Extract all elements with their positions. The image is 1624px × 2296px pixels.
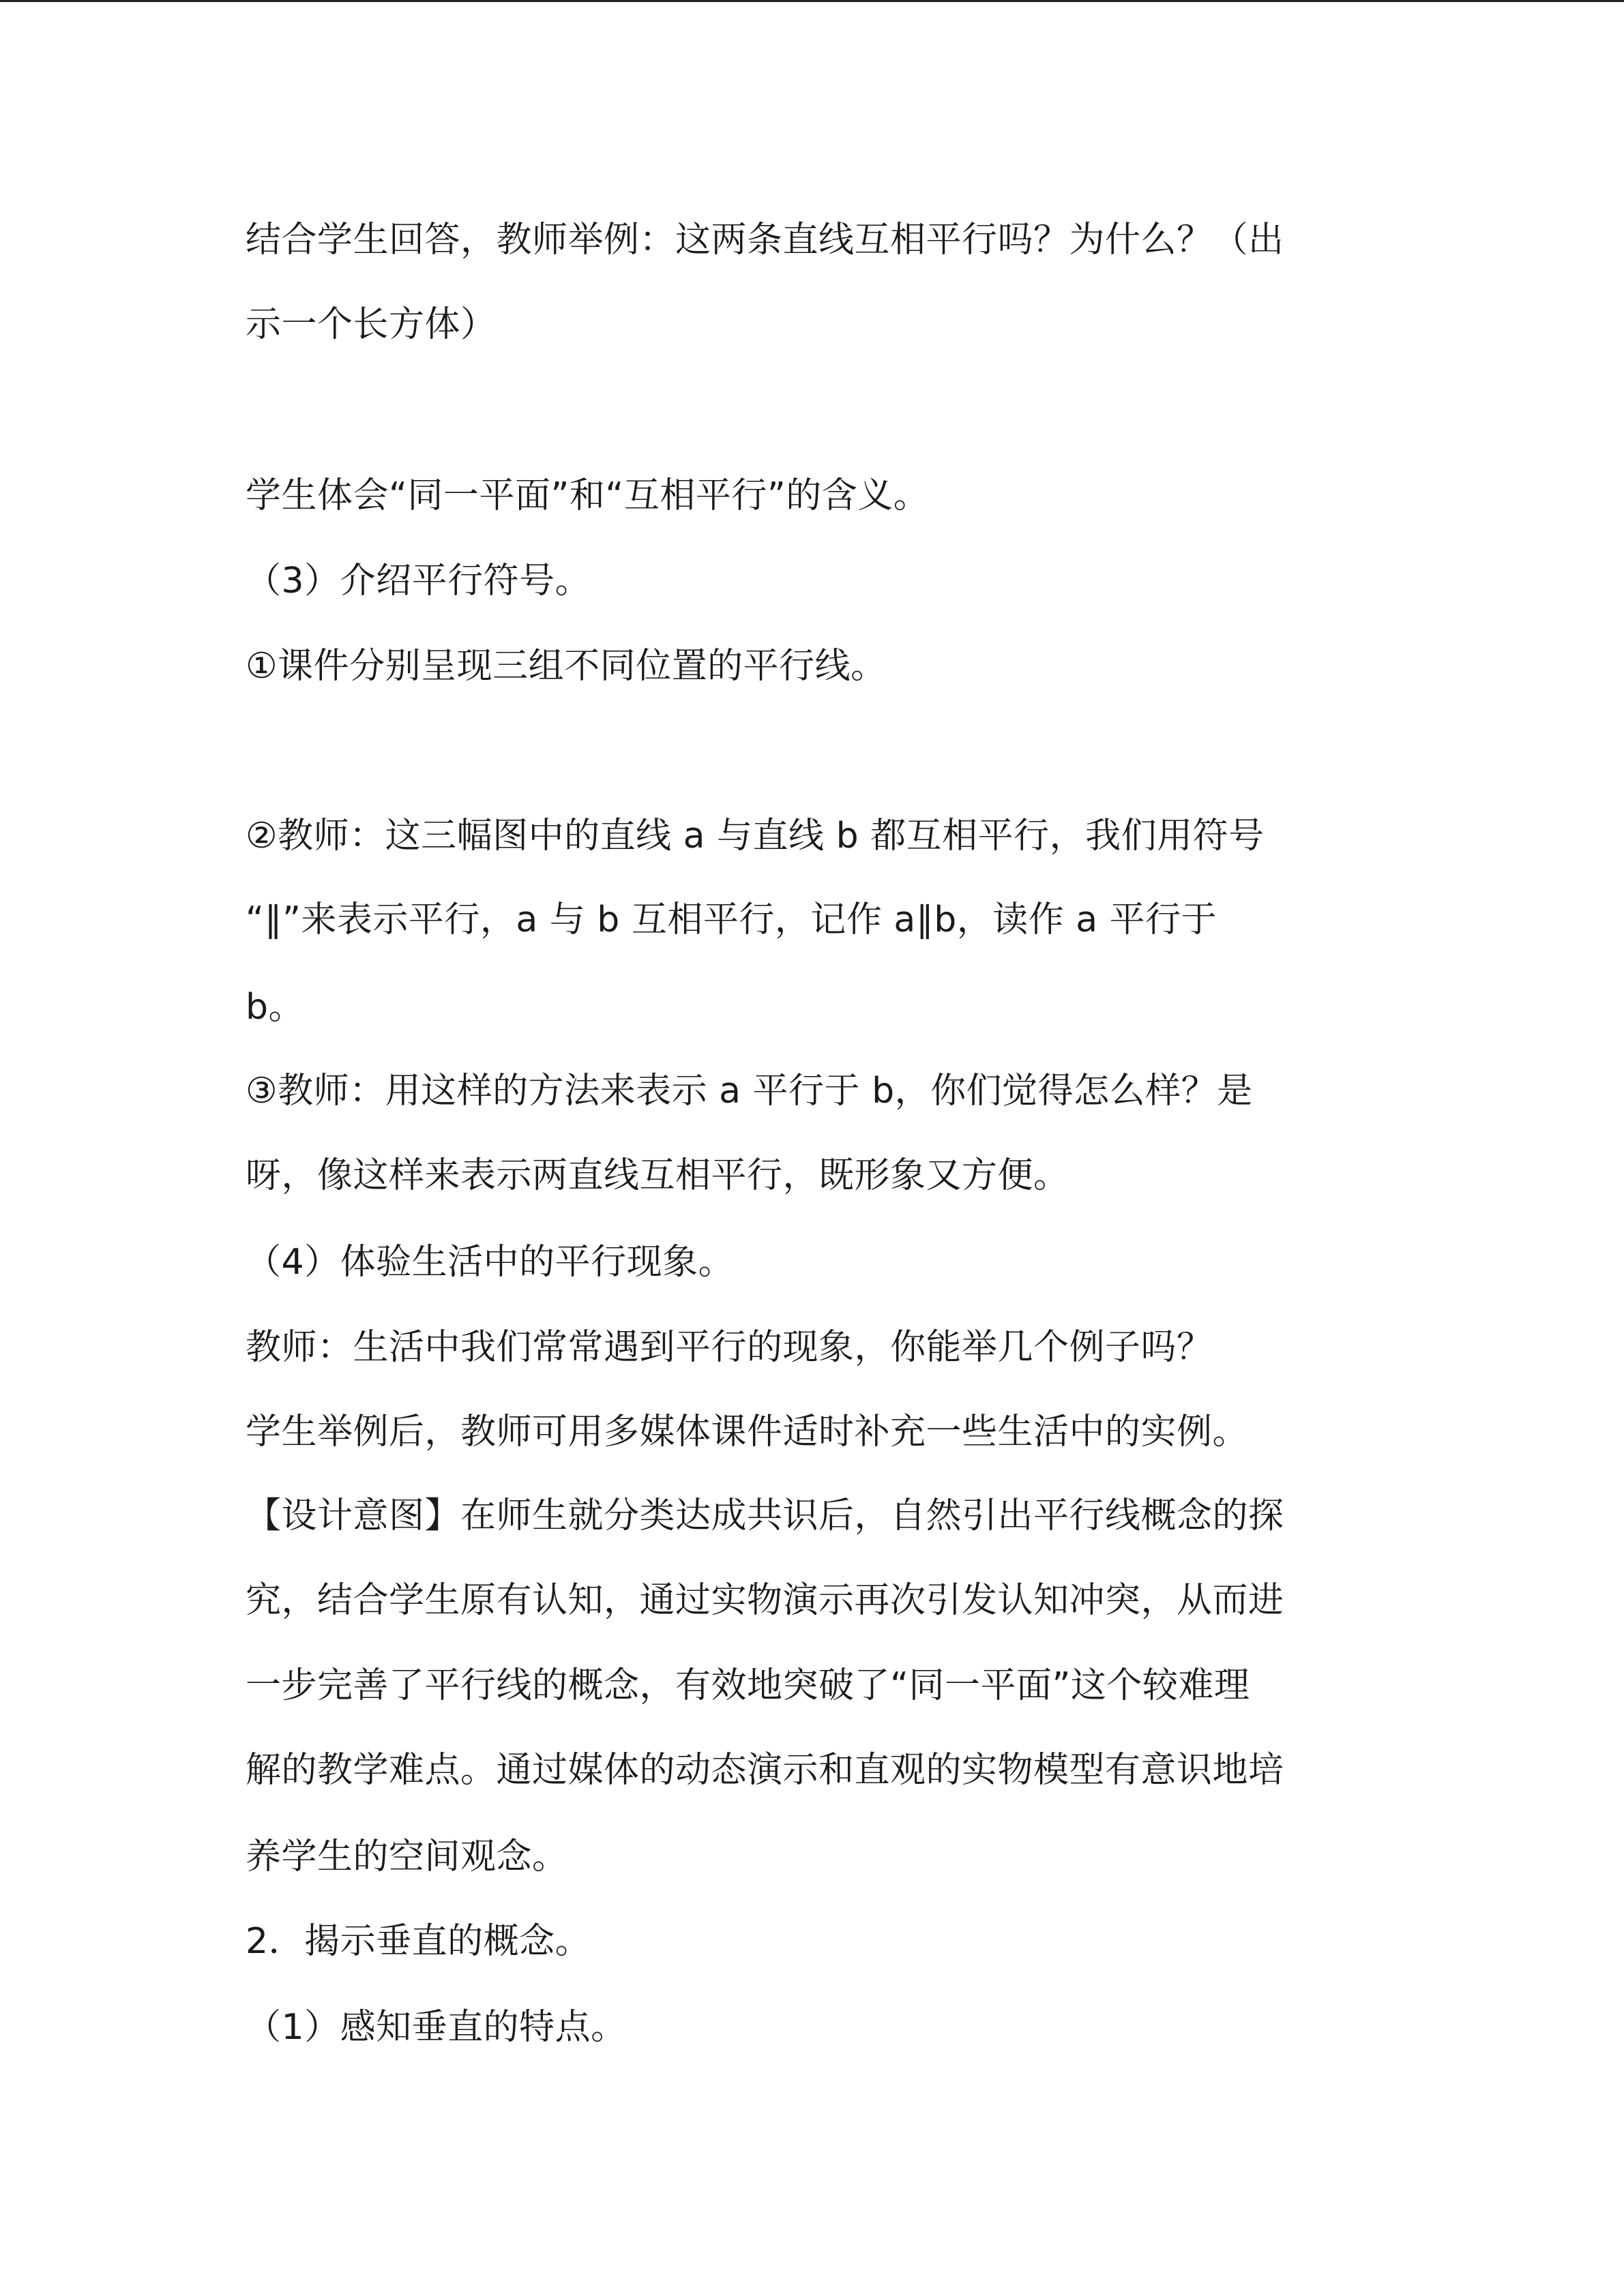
text-line-1: 结合学生回答，教师举例：这两条直线互相平行吗？为什么？（出 (246, 220, 1284, 260)
text-line-16: 一步完善了平行线的概念，有效地突破了“同一平面”这个较难理 (246, 1665, 1250, 1706)
text-line-19: 2．揭示垂直的概念。 (246, 1921, 591, 1962)
text-line-8: b。 (246, 987, 305, 1028)
text-line-3: 学生体会“同一平面”和“互相平行”的含义。 (246, 475, 930, 516)
text-line-6: ②教师：这三幅图中的直线 a 与直线 b 都互相平行，我们用符号 (246, 816, 1265, 856)
text-line-9: ③教师：用这样的方法来表示 a 平行于 b，你们觉得怎么样？是 (246, 1071, 1253, 1112)
text-line-15: 究，结合学生原有认知，通过实物演示再次引发认知冲突，从而进 (246, 1580, 1284, 1621)
text-line-2: 示一个长方体） (246, 304, 497, 345)
text-line-13: 学生举例后，教师可用多媒体课件适时补充一些生活中的实例。 (246, 1412, 1249, 1452)
text-line-10: 呀，像这样来表示两直线互相平行，既形象又方便。 (246, 1155, 1069, 1196)
text-line-17: 解的教学难点。通过媒体的动态演示和直观的实物模型有意识地培 (246, 1750, 1284, 1791)
text-line-20: （1）感知垂直的特点。 (246, 2007, 627, 2048)
text-line-4: （3）介绍平行符号。 (246, 561, 591, 601)
text-line-14: 【设计意图】在师生就分类达成共识后，自然引出平行线概念的探 (246, 1495, 1284, 1536)
text-line-11: （4）体验生活中的平行现象。 (246, 1242, 735, 1283)
text-line-7: “∥”来表示平行，a 与 b 互相平行，记作 a∥b，读作 a 平行于 (246, 899, 1217, 940)
text-line-5: ①课件分别呈现三组不同位置的平行线。 (246, 646, 887, 687)
text-line-12: 教师：生活中我们常常遇到平行的现象，你能举几个例子吗？ (246, 1327, 1213, 1368)
page-top-border (0, 0, 1624, 2)
text-line-18: 养学生的空间观念。 (246, 1836, 568, 1877)
